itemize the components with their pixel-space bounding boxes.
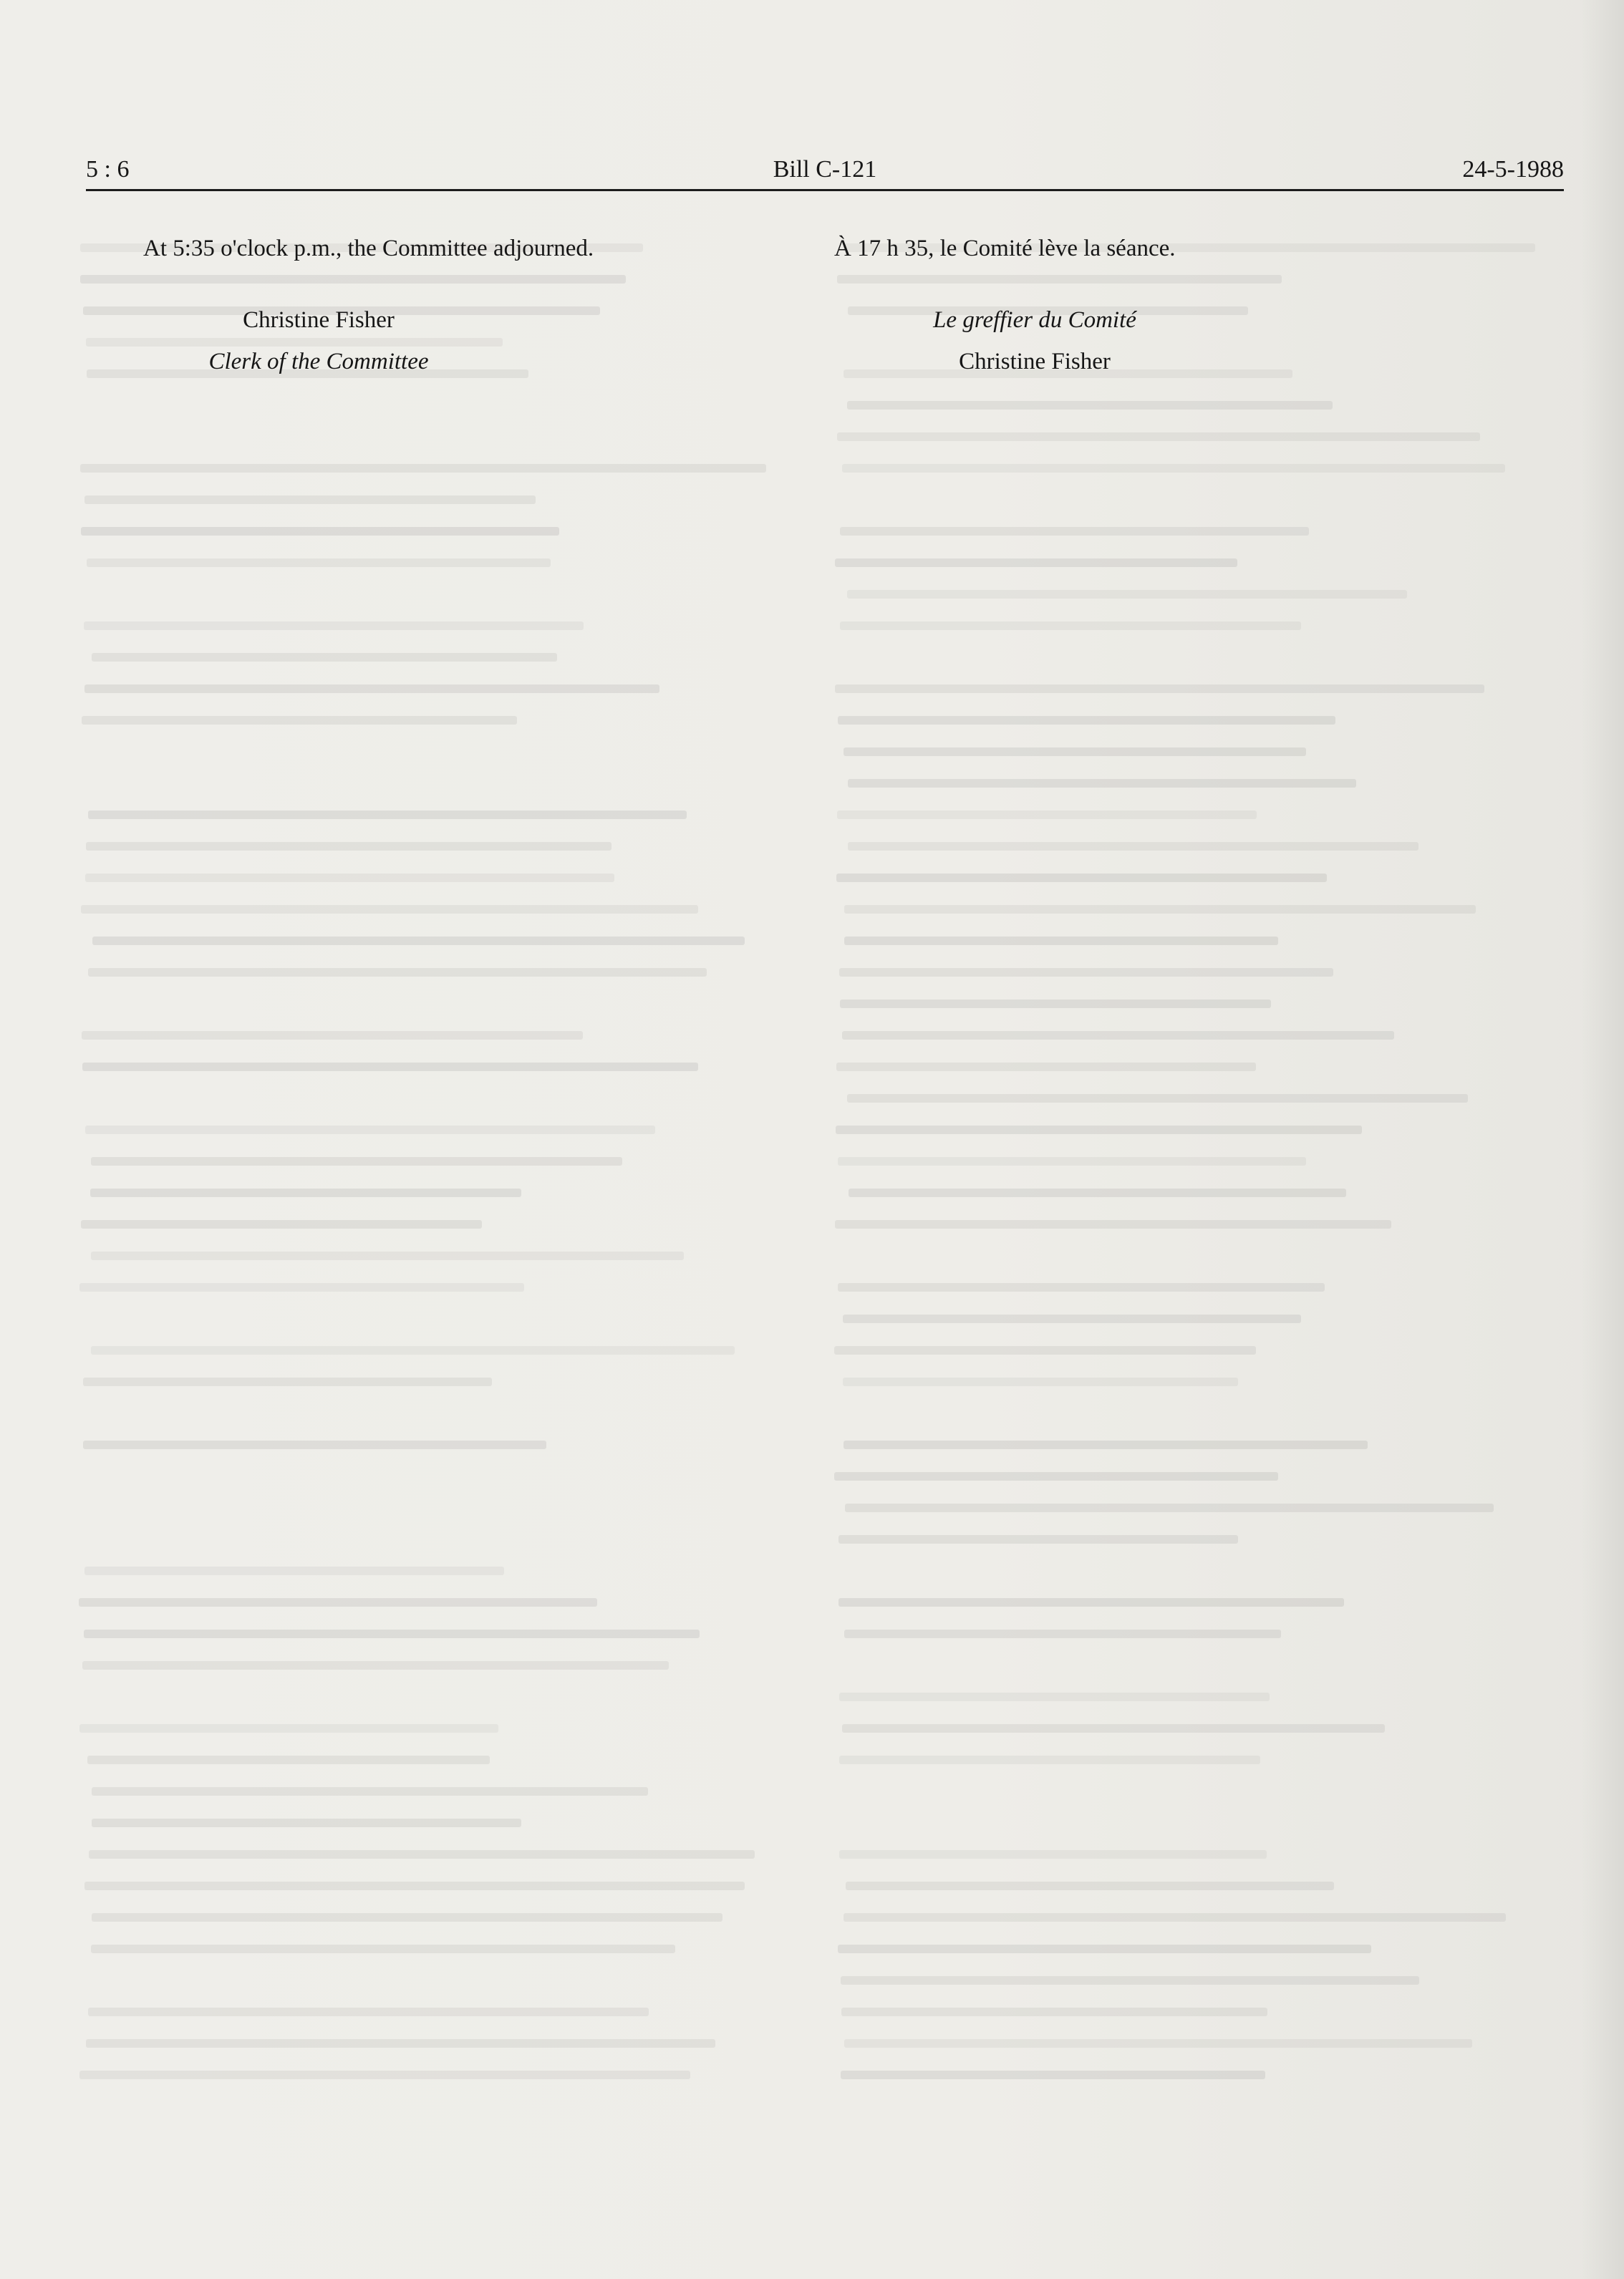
bleed-through-line [92, 1913, 722, 1922]
page-number: 5 : 6 [86, 156, 130, 183]
bleed-through-line [83, 1441, 546, 1449]
bleed-through-line [837, 811, 1257, 819]
bleed-through-line [847, 590, 1407, 599]
bleed-through-line [836, 1063, 1257, 1071]
bleed-through-line [847, 401, 1333, 410]
bleed-through-line [844, 1913, 1505, 1922]
bleed-through-line [79, 1598, 597, 1607]
bleed-through-line [82, 1661, 668, 1670]
bleed-through-line [84, 1567, 504, 1575]
bleed-through-line [86, 2039, 715, 2048]
bleed-through-line [91, 1346, 735, 1355]
bleed-through-line [846, 1882, 1333, 1890]
bleed-through-line [836, 874, 1327, 882]
page-header [86, 156, 1564, 192]
bleed-through-line [92, 1787, 648, 1796]
bleed-through-line [838, 1283, 1325, 1292]
bleed-through-line [843, 1378, 1238, 1386]
page-edge-shadow [1581, 0, 1624, 2279]
bleed-through-line [839, 1693, 1270, 1701]
bleed-through-line [838, 716, 1335, 725]
clerk-title-french: Le greffier du Comité [933, 307, 1136, 333]
bleed-through-line [79, 1283, 524, 1292]
bleed-through-line [837, 432, 1481, 441]
bleed-through-line [81, 527, 559, 536]
bleed-through-line [82, 1063, 698, 1071]
bleed-through-line [91, 1252, 683, 1260]
bleed-through-line [834, 1346, 1256, 1355]
bleed-through-line [838, 1945, 1371, 1953]
bleed-through-line [841, 2008, 1267, 2016]
bleed-through-line [87, 558, 551, 567]
bleed-through-line [91, 1157, 622, 1166]
bleed-through-line [840, 1000, 1271, 1008]
bleed-through-line [842, 464, 1505, 473]
bleed-through-line [80, 464, 765, 473]
bleed-through-line [83, 1378, 493, 1386]
bleed-through-line [79, 1724, 498, 1733]
bleed-through-line [81, 1220, 482, 1229]
header-rule [86, 189, 1564, 191]
bleed-through-line [848, 779, 1357, 788]
clerk-title-english: Clerk of the Committee [208, 349, 429, 374]
bleed-through-line [844, 1630, 1281, 1638]
bleed-through-line [839, 1850, 1267, 1859]
bleed-through-line [834, 1472, 1278, 1481]
adjournment-statement-french: À 17 h 35, le Comité lève la séance. [834, 236, 1176, 261]
french-column [834, 228, 1493, 382]
header-date: 24-5-1988 [1462, 156, 1564, 183]
bleed-through-line [838, 1535, 1238, 1544]
bleed-through-line [88, 811, 687, 819]
bleed-through-line [90, 1189, 522, 1197]
bleed-through-line [844, 747, 1307, 756]
bleed-through-line [92, 1819, 522, 1827]
bleed-through-line [89, 1850, 755, 1859]
bleed-through-line [82, 716, 516, 725]
bleed-through-line [84, 1882, 745, 1890]
bleed-through-line [84, 1630, 700, 1638]
clerk-name-english: Christine Fisher [243, 307, 395, 333]
bleed-through-line [92, 937, 745, 945]
bleed-through-line [836, 1126, 1362, 1134]
bleed-through-line [841, 2071, 1265, 2079]
bleed-through-line [844, 2039, 1473, 2048]
bleed-through-line [849, 1189, 1347, 1197]
bleed-through-line [843, 1315, 1301, 1323]
bleed-through-line [840, 621, 1301, 630]
bleed-through-line [82, 1031, 583, 1040]
adjournment-statement-english: At 5:35 o'clock p.m., the Committee adjourned. [143, 236, 594, 261]
bleed-through-line [81, 905, 698, 914]
bleed-through-line [839, 1756, 1260, 1764]
bleed-through-line [844, 1441, 1368, 1449]
english-column [143, 228, 802, 382]
bleed-through-line [844, 905, 1476, 914]
bleed-through-line [839, 968, 1333, 977]
bleed-through-line [842, 1031, 1394, 1040]
bleed-through-line [87, 1756, 490, 1764]
bleed-through-line [835, 684, 1484, 693]
bleed-through-line [841, 1976, 1419, 1985]
bleed-through-line [79, 2071, 690, 2079]
bleed-through-line [835, 558, 1237, 567]
bleed-through-line [88, 968, 707, 977]
bleed-through-line [848, 842, 1418, 851]
bleed-through-line [838, 1598, 1344, 1607]
bleed-through-line [84, 495, 535, 504]
bleed-through-line [84, 684, 659, 693]
clerk-name-french: Christine Fisher [959, 349, 1111, 374]
bleed-through-line [92, 653, 557, 662]
bleed-through-line [85, 1126, 655, 1134]
bleed-through-line [91, 1945, 676, 1953]
bleed-through-line [840, 527, 1309, 536]
bill-title: Bill C-121 [773, 156, 877, 183]
bleed-through-line [84, 621, 584, 630]
bleed-through-line [835, 1220, 1391, 1229]
bleed-through-line [844, 937, 1277, 945]
bleed-through-line [86, 842, 612, 851]
bleed-through-line [845, 1504, 1494, 1512]
bleed-through-line [842, 1724, 1386, 1733]
bleed-through-line [88, 2008, 649, 2016]
bleed-through-line [847, 1094, 1468, 1103]
bleed-through-line [838, 1157, 1306, 1166]
bleed-through-line [85, 874, 614, 882]
